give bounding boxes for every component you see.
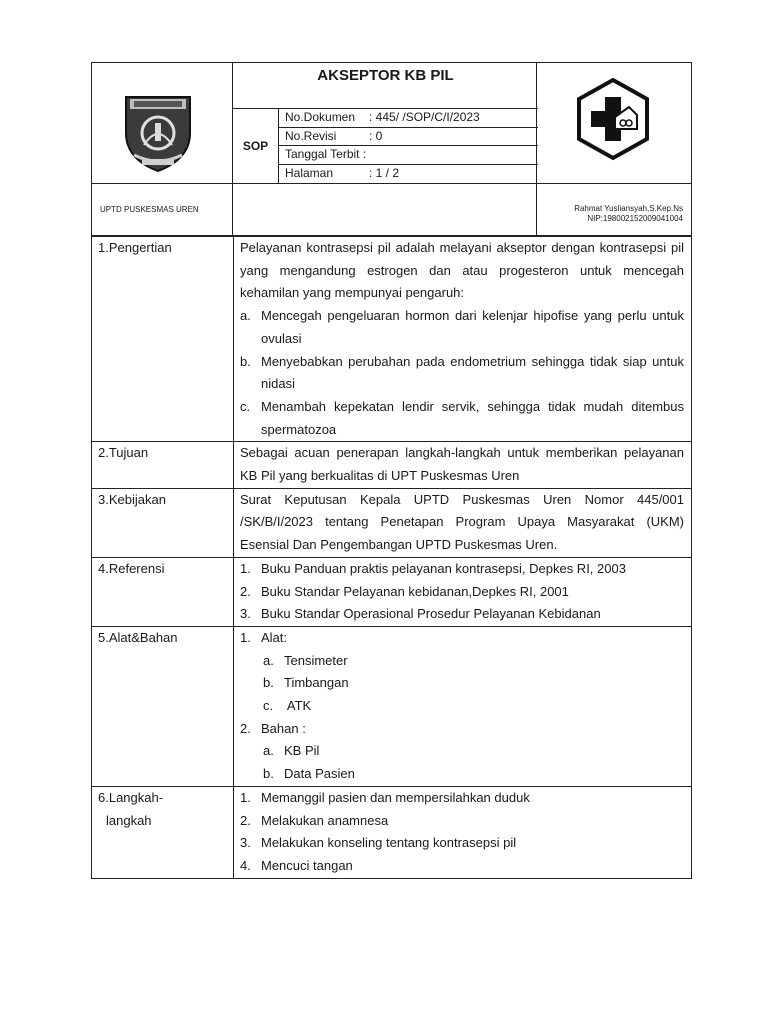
doc-number-label: No.Dokumen xyxy=(285,110,356,124)
left-logo-cell xyxy=(92,63,233,183)
section-content xyxy=(234,626,692,786)
list-marker: 3. xyxy=(240,835,251,851)
group-title: Bahan : xyxy=(261,720,306,736)
list-text: Memanggil pasien dan mempersilahkan duduk xyxy=(261,789,530,805)
list-text: Buku Panduan praktis pelayanan kontrasepsi, Depkes RI, 2003 xyxy=(261,560,626,576)
section-content: Sebagai acuan penerapan langkah-langkah untuk memberikan pelayanan KB Pil yang berkualitas di UPT Puskesmas Uren xyxy=(234,442,692,488)
list-item xyxy=(240,581,684,604)
list-marker: b. xyxy=(263,766,274,782)
list-text: Menyebabkan perubahan pada endometrium sehingga tidak siap untuk nidasi xyxy=(261,353,684,392)
list-text: Buku Standar Operasional Prosedur Pelayanan Kebidanan xyxy=(261,606,601,622)
section-content: Surat Keputusan Kepala UPTD Puskesmas Uren Nomor 445/001 /SK/B/I/2023 tentang Penetapan Program Upaya Masyarakat (UKM) Esensial Dan Pengembangan UPTD Puskesmas Uren. xyxy=(234,488,692,557)
revision-label: No.Revisi xyxy=(285,128,337,143)
section-content xyxy=(234,786,692,878)
list-marker: 2. xyxy=(240,812,251,828)
list-text: Mencuci tangan xyxy=(261,857,353,873)
list-marker: 2. xyxy=(240,583,251,599)
section-referensi xyxy=(92,557,692,626)
section-content xyxy=(234,557,692,626)
list-item xyxy=(240,855,684,878)
section-pengertian xyxy=(92,237,692,442)
revision-row xyxy=(279,128,538,147)
section-label-line2: langkah xyxy=(106,812,152,828)
list-item xyxy=(240,558,684,581)
list-text: Mencegah pengeluaran hormon dari kelenjar hipofise yang perlu untuk ovulasi xyxy=(261,308,684,346)
doc-number-value: : 445/ /SOP/C/I/2023 xyxy=(369,110,480,124)
list-item xyxy=(240,810,684,833)
section-label xyxy=(92,786,234,878)
list-item xyxy=(240,672,684,695)
list-item xyxy=(240,305,684,350)
list-marker: b. xyxy=(240,353,251,369)
list-text: Menambah kepekatan lendir servik, sehingga tidak mudah ditembus spermatozoa xyxy=(261,398,684,437)
official-nip: NIP:198002152009041004 xyxy=(587,214,683,223)
list-marker: 4. xyxy=(240,857,251,873)
list-item xyxy=(240,763,684,786)
puskesmas-cross-icon xyxy=(571,77,655,161)
list-marker: 1. xyxy=(240,789,251,805)
official-block xyxy=(536,184,691,235)
signature-row xyxy=(91,184,692,236)
list-marker: b. xyxy=(263,675,274,691)
official-name: Rahmat Yusliansyah,S.Kep.Ns xyxy=(574,204,683,213)
list-item xyxy=(240,351,684,396)
document-title: AKSEPTOR KB PIL xyxy=(233,63,538,109)
section-label: 2.Tujuan xyxy=(92,442,234,488)
list-text: ATK xyxy=(284,698,312,714)
issue-date-value: : xyxy=(362,147,367,161)
list-item xyxy=(240,603,684,626)
list-marker: 1. xyxy=(240,629,251,645)
list-text: Timbangan xyxy=(284,675,349,691)
list-marker: c. xyxy=(263,698,274,714)
list-marker: a. xyxy=(263,743,274,759)
document-info xyxy=(279,109,538,183)
list-marker: a. xyxy=(263,652,274,668)
section-label: 5.Alat&Bahan xyxy=(92,626,234,786)
right-logo-cell xyxy=(536,63,691,183)
section-content xyxy=(234,237,692,442)
pengertian-intro: Pelayanan kontrasepsi pil adalah melayani akseptor dengan kontrasepsi pil yang mengandung estrogen dan atau progesteron untuk mencegah kehamilan yang mempunyai pengaruh: xyxy=(240,240,684,301)
list-item xyxy=(240,695,684,718)
issue-date-label: Tanggal Terbit xyxy=(285,147,360,161)
list-marker: 3. xyxy=(240,606,251,622)
section-langkah xyxy=(92,786,692,878)
page-value: : 1 / 2 xyxy=(369,165,400,180)
section-label: 3.Kebijakan xyxy=(92,488,234,557)
section-kebijakan xyxy=(92,488,692,557)
section-label-line1: 6.Langkah- xyxy=(98,789,164,805)
list-text: Data Pasien xyxy=(284,766,355,782)
issue-date-row xyxy=(279,146,538,165)
list-text: Tensimeter xyxy=(284,652,348,668)
sop-body-table xyxy=(91,236,692,879)
list-item xyxy=(240,832,684,855)
list-item xyxy=(240,740,684,763)
page-row xyxy=(279,165,538,184)
section-label: 4.Referensi xyxy=(92,557,234,626)
group-title: Alat: xyxy=(261,629,288,645)
section-alat-bahan xyxy=(92,626,692,786)
list-text: Melakukan anamnesa xyxy=(261,812,389,828)
list-marker: a. xyxy=(240,308,251,324)
list-marker: 2. xyxy=(240,720,251,736)
list-item xyxy=(240,396,684,441)
doc-number-row xyxy=(279,109,538,128)
page-label: Halaman xyxy=(285,165,334,180)
list-item xyxy=(240,787,684,810)
section-label: 1.Pengertian xyxy=(92,237,234,442)
list-item xyxy=(240,650,684,673)
list-item xyxy=(240,627,684,650)
regency-crest-icon xyxy=(120,93,196,173)
sop-label: SOP xyxy=(233,109,279,183)
list-marker: 1. xyxy=(240,560,251,576)
list-item xyxy=(240,718,684,741)
institution-name: UPTD PUSKESMAS UREN xyxy=(92,184,233,235)
revision-value: : 0 xyxy=(369,128,383,143)
list-text: KB Pil xyxy=(284,743,320,759)
sop-header xyxy=(91,62,692,184)
list-text: Melakukan konseling tentang kontrasepsi pil xyxy=(261,835,517,851)
section-tujuan xyxy=(92,442,692,488)
list-text: Buku Standar Pelayanan kebidanan,Depkes RI, 2001 xyxy=(261,583,569,599)
list-marker: c. xyxy=(240,398,251,414)
signature-area xyxy=(233,184,538,235)
